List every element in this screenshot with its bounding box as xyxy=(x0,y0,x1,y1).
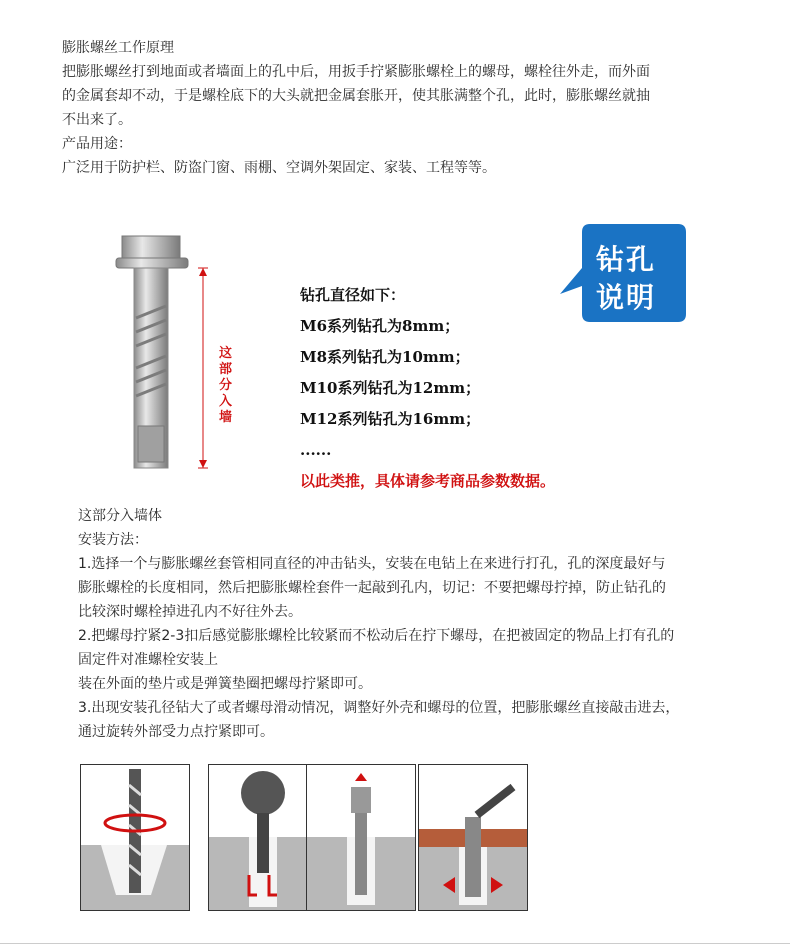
drill-spec-list xyxy=(300,280,555,497)
install-label: 这部分入墙体 xyxy=(78,508,162,524)
install-line: 比较深时螺栓掉进孔内不好往外去。 xyxy=(78,604,302,620)
hammer-icon xyxy=(209,765,317,910)
principle-title: 膨胀螺丝工作原理 xyxy=(62,40,174,56)
drill-icon xyxy=(81,765,189,910)
bottom-divider xyxy=(0,943,790,944)
install-steps xyxy=(80,764,700,912)
step-panel-4 xyxy=(418,764,528,911)
spec-note: 以此类推，具体请参考商品参数数据。 xyxy=(300,472,556,490)
install-line: 1.选择一个与膨胀螺丝套管相同直径的冲击钻头，安装在电钻上在来进行打孔，孔的深度最好与 xyxy=(78,556,666,572)
install-line: 通过旋转外部受力点拧紧即可。 xyxy=(78,724,274,740)
install-title: 安装方法： xyxy=(78,532,148,548)
badge-line-2: 说明 xyxy=(596,281,657,314)
spec-row: M12系列钻孔为16mm； xyxy=(300,410,481,428)
badge-line-1: 钻孔 xyxy=(596,243,657,276)
step-panel-2 xyxy=(208,764,318,911)
install-line: 3.出现安装孔径钻大了或者螺母滑动情况，调整好外壳和螺母的位置，把膨胀螺丝直接敲击进去， xyxy=(78,700,680,716)
wrench-icon xyxy=(419,765,527,910)
spec-row: ...... xyxy=(300,441,332,459)
install-section xyxy=(78,504,778,744)
usage-title: 产品用途： xyxy=(62,136,132,152)
step-panel-1 xyxy=(80,764,190,911)
install-line: 2.把螺母拧紧2-3扣后感觉膨胀螺栓比较紧而不松动后在拧下螺母，在把被固定的物品上打有孔的 xyxy=(78,628,675,644)
spec-row: M6系列钻孔为8mm； xyxy=(300,317,460,335)
principle-section xyxy=(62,36,762,180)
bolt-label: 这部分入墙 xyxy=(219,346,233,425)
spec-row: M10系列钻孔为12mm； xyxy=(300,379,481,397)
principle-line-2: 的金属套却不动，于是螺栓底下的大头就把金属套胀开，使其胀满整个孔，此时，膨胀螺丝就抽 xyxy=(62,88,650,104)
principle-line-3: 不出来了。 xyxy=(62,112,132,128)
step-panel-3 xyxy=(306,764,416,911)
spec-title: 钻孔直径如下： xyxy=(300,286,406,304)
usage-text: 广泛用于防护栏、防盗门窗、雨棚、空调外架固定、家装、工程等等。 xyxy=(62,160,496,176)
insert-bolt-icon xyxy=(307,765,415,910)
install-line: 装在外面的垫片或是弹簧垫圈把螺母拧紧即可。 xyxy=(78,676,372,692)
install-line: 膨胀螺栓的长度相同，然后把膨胀螺栓套件一起敲到孔内，切记：不要把螺母拧掉，防止钻孔的 xyxy=(78,580,666,596)
install-line: 固定件对准螺栓安装上 xyxy=(78,652,218,668)
spec-row: M8系列钻孔为10mm； xyxy=(300,348,470,366)
principle-line-1: 把膨胀螺丝打到地面或者墙面上的孔中后，用扳手拧紧膨胀螺栓上的螺母，螺栓往外走，而外面 xyxy=(62,64,650,80)
